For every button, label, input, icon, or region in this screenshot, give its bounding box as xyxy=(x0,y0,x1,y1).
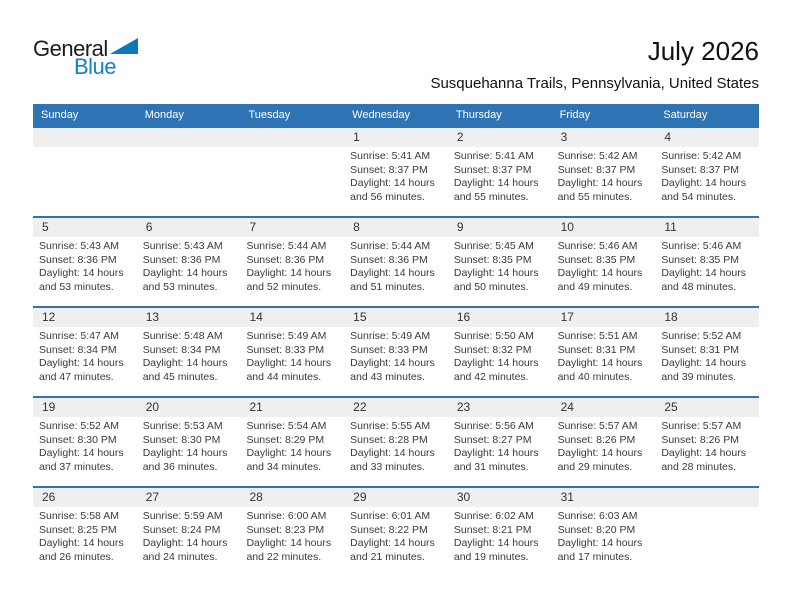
daylight-line-2: and 48 minutes. xyxy=(661,280,737,293)
sunset-line: Sunset: 8:28 PM xyxy=(350,433,428,446)
daylight-line-2: and 53 minutes. xyxy=(142,280,218,293)
sunrise-line: Sunrise: 5:52 AM xyxy=(39,420,119,432)
day-cell-13 xyxy=(137,308,241,396)
day-number: 27 xyxy=(137,488,241,507)
sunrise-line: Sunrise: 5:50 AM xyxy=(453,330,534,342)
day-cell-empty xyxy=(655,488,759,576)
sunset-line: Sunset: 8:37 PM xyxy=(557,163,636,176)
day-details xyxy=(448,327,552,384)
daylight-line-1: Daylight: 14 hours xyxy=(350,357,435,369)
day-details xyxy=(33,507,137,564)
daylight-line-1: Daylight: 14 hours xyxy=(350,447,435,459)
day-details xyxy=(240,147,344,150)
daylight-line-2: and 36 minutes. xyxy=(142,460,218,473)
daylight-line-2: and 55 minutes. xyxy=(453,190,529,203)
sunrise-line: Sunrise: 5:51 AM xyxy=(557,330,638,342)
day-details xyxy=(240,237,344,294)
daylight-line-2: and 43 minutes. xyxy=(350,370,425,383)
daylight-line-1: Daylight: 14 hours xyxy=(453,537,539,549)
daylight-line-2: and 19 minutes. xyxy=(453,550,529,563)
sunrise-line: Sunrise: 5:55 AM xyxy=(350,420,431,432)
day-cell-empty xyxy=(240,128,344,216)
day-cell-7 xyxy=(240,218,344,306)
sunrise-line: Sunrise: 6:02 AM xyxy=(453,510,534,522)
day-cell-18 xyxy=(655,308,759,396)
sunrise-line: Sunrise: 5:43 AM xyxy=(142,240,223,252)
day-number: 6 xyxy=(137,218,241,237)
sunrise-line: Sunrise: 5:44 AM xyxy=(350,240,431,252)
day-details xyxy=(137,507,241,564)
day-cell-29 xyxy=(344,488,448,576)
daylight-line-1: Daylight: 14 hours xyxy=(661,447,746,459)
sunrise-line: Sunrise: 5:42 AM xyxy=(661,150,742,162)
sunrise-line: Sunrise: 5:46 AM xyxy=(557,240,638,252)
daylight-line-1: Daylight: 14 hours xyxy=(246,357,332,369)
day-details xyxy=(240,327,344,384)
daylight-line-2: and 52 minutes. xyxy=(246,280,322,293)
calendar-table xyxy=(33,104,759,576)
daylight-line-2: and 34 minutes. xyxy=(246,460,322,473)
sunrise-line: Sunrise: 5:57 AM xyxy=(661,420,742,432)
sunset-line: Sunset: 8:35 PM xyxy=(661,253,739,266)
daylight-line-1: Daylight: 14 hours xyxy=(453,177,539,189)
day-number: 7 xyxy=(240,218,344,237)
day-cell-26 xyxy=(33,488,137,576)
day-cell-5 xyxy=(33,218,137,306)
sunrise-line: Sunrise: 5:41 AM xyxy=(350,150,431,162)
day-cell-27 xyxy=(137,488,241,576)
weekday-header-thursday: Thursday xyxy=(455,109,502,121)
sunset-line: Sunset: 8:33 PM xyxy=(350,343,428,356)
day-number: 26 xyxy=(33,488,137,507)
day-details xyxy=(655,507,759,510)
day-number: 2 xyxy=(448,128,552,147)
sunset-line: Sunset: 8:34 PM xyxy=(39,343,117,356)
day-number: 22 xyxy=(344,398,448,417)
daylight-line-1: Daylight: 14 hours xyxy=(557,177,643,189)
daylight-line-1: Daylight: 14 hours xyxy=(39,357,124,369)
day-details xyxy=(552,327,656,384)
daylight-line-1: Daylight: 14 hours xyxy=(39,537,124,549)
sunset-line: Sunset: 8:30 PM xyxy=(142,433,221,446)
day-number: 5 xyxy=(33,218,137,237)
daylight-line-1: Daylight: 14 hours xyxy=(557,267,643,279)
daylight-line-2: and 51 minutes. xyxy=(350,280,425,293)
day-number: 10 xyxy=(552,218,656,237)
day-cell-23 xyxy=(448,398,552,486)
daylight-line-2: and 31 minutes. xyxy=(453,460,529,473)
daylight-line-1: Daylight: 14 hours xyxy=(557,447,643,459)
daylight-line-2: and 49 minutes. xyxy=(557,280,633,293)
daylight-line-2: and 21 minutes. xyxy=(350,550,425,563)
week-row xyxy=(33,306,759,396)
day-cell-10 xyxy=(552,218,656,306)
sunrise-line: Sunrise: 5:49 AM xyxy=(246,330,327,342)
sunrise-line: Sunrise: 5:52 AM xyxy=(661,330,742,342)
day-details xyxy=(655,327,759,384)
sunrise-line: Sunrise: 5:58 AM xyxy=(39,510,119,522)
day-number: 17 xyxy=(552,308,656,327)
day-number: 30 xyxy=(448,488,552,507)
week-row xyxy=(33,126,759,216)
daylight-line-2: and 24 minutes. xyxy=(142,550,218,563)
sunset-line: Sunset: 8:35 PM xyxy=(453,253,532,266)
day-details xyxy=(655,237,759,294)
day-cell-11 xyxy=(655,218,759,306)
sunset-line: Sunset: 8:27 PM xyxy=(453,433,532,446)
daylight-line-2: and 29 minutes. xyxy=(557,460,633,473)
daylight-line-1: Daylight: 14 hours xyxy=(453,267,539,279)
daylight-line-1: Daylight: 14 hours xyxy=(557,537,643,549)
daylight-line-1: Daylight: 14 hours xyxy=(661,267,746,279)
day-cell-3 xyxy=(552,128,656,216)
day-cell-4 xyxy=(655,128,759,216)
sunset-line: Sunset: 8:35 PM xyxy=(557,253,636,266)
daylight-line-1: Daylight: 14 hours xyxy=(39,447,124,459)
day-number: 11 xyxy=(655,218,759,237)
day-details xyxy=(137,237,241,294)
daylight-line-1: Daylight: 14 hours xyxy=(246,267,332,279)
day-number: 8 xyxy=(344,218,448,237)
day-number: 25 xyxy=(655,398,759,417)
weekday-header-friday: Friday xyxy=(559,109,591,121)
day-number: 16 xyxy=(448,308,552,327)
day-number: 28 xyxy=(240,488,344,507)
sunrise-line: Sunrise: 5:45 AM xyxy=(453,240,534,252)
day-details xyxy=(33,147,137,150)
daylight-line-2: and 47 minutes. xyxy=(39,370,114,383)
daylight-line-1: Daylight: 14 hours xyxy=(557,357,643,369)
day-details xyxy=(655,147,759,204)
day-cell-20 xyxy=(137,398,241,486)
weekday-header-monday: Monday xyxy=(144,109,184,121)
day-details xyxy=(240,507,344,564)
sunrise-line: Sunrise: 5:59 AM xyxy=(142,510,223,522)
day-number: 31 xyxy=(552,488,656,507)
daylight-line-1: Daylight: 14 hours xyxy=(142,447,228,459)
sunset-line: Sunset: 8:31 PM xyxy=(557,343,636,356)
day-details xyxy=(33,327,137,384)
sunset-line: Sunset: 8:36 PM xyxy=(142,253,221,266)
sunset-line: Sunset: 8:26 PM xyxy=(557,433,636,446)
daylight-line-1: Daylight: 14 hours xyxy=(142,537,228,549)
day-number: 14 xyxy=(240,308,344,327)
day-details xyxy=(448,147,552,204)
day-details xyxy=(137,417,241,474)
sunrise-line: Sunrise: 5:49 AM xyxy=(350,330,431,342)
day-number: 18 xyxy=(655,308,759,327)
day-number: 21 xyxy=(240,398,344,417)
day-number: 9 xyxy=(448,218,552,237)
sunrise-line: Sunrise: 5:57 AM xyxy=(557,420,638,432)
daylight-line-2: and 17 minutes. xyxy=(557,550,633,563)
day-details xyxy=(552,147,656,204)
sunset-line: Sunset: 8:23 PM xyxy=(246,523,325,536)
daylight-line-2: and 50 minutes. xyxy=(453,280,529,293)
day-cell-15 xyxy=(344,308,448,396)
daylight-line-1: Daylight: 14 hours xyxy=(453,447,539,459)
sunset-line: Sunset: 8:32 PM xyxy=(453,343,532,356)
day-cell-22 xyxy=(344,398,448,486)
day-cell-16 xyxy=(448,308,552,396)
day-cell-14 xyxy=(240,308,344,396)
day-details xyxy=(448,417,552,474)
location-subtitle: Susquehanna Trails, Pennsylvania, United States xyxy=(430,75,759,92)
daylight-line-2: and 28 minutes. xyxy=(661,460,737,473)
weekday-header-tuesday: Tuesday xyxy=(248,109,291,121)
day-details xyxy=(552,507,656,564)
logo-text-blue: Blue xyxy=(74,54,117,79)
sunset-line: Sunset: 8:21 PM xyxy=(453,523,532,536)
daylight-line-1: Daylight: 14 hours xyxy=(39,267,124,279)
day-cell-empty xyxy=(137,128,241,216)
day-details xyxy=(137,147,241,150)
daylight-line-2: and 56 minutes. xyxy=(350,190,425,203)
sunrise-line: Sunrise: 5:44 AM xyxy=(246,240,327,252)
day-details xyxy=(33,237,137,294)
day-cell-28 xyxy=(240,488,344,576)
daylight-line-2: and 22 minutes. xyxy=(246,550,322,563)
week-row xyxy=(33,216,759,306)
daylight-line-2: and 54 minutes. xyxy=(661,190,737,203)
weekday-header-sunday: Sunday xyxy=(41,109,79,121)
daylight-line-2: and 55 minutes. xyxy=(557,190,633,203)
day-details xyxy=(344,327,448,384)
sunset-line: Sunset: 8:29 PM xyxy=(246,433,325,446)
day-cell-24 xyxy=(552,398,656,486)
day-details xyxy=(552,237,656,294)
daylight-line-2: and 26 minutes. xyxy=(39,550,114,563)
day-cell-6 xyxy=(137,218,241,306)
daylight-line-2: and 42 minutes. xyxy=(453,370,529,383)
daylight-line-1: Daylight: 14 hours xyxy=(246,447,332,459)
daylight-line-1: Daylight: 14 hours xyxy=(142,357,228,369)
day-number: 13 xyxy=(137,308,241,327)
sunrise-line: Sunrise: 5:41 AM xyxy=(453,150,534,162)
sunrise-line: Sunrise: 5:43 AM xyxy=(39,240,119,252)
sunset-line: Sunset: 8:24 PM xyxy=(142,523,221,536)
weekday-header-saturday: Saturday xyxy=(663,109,708,121)
day-cell-30 xyxy=(448,488,552,576)
day-number: 3 xyxy=(552,128,656,147)
day-number: 23 xyxy=(448,398,552,417)
weekday-header-wednesday: Wednesday xyxy=(352,109,411,121)
day-cell-1 xyxy=(344,128,448,216)
day-cell-31 xyxy=(552,488,656,576)
day-details xyxy=(552,417,656,474)
daylight-line-1: Daylight: 14 hours xyxy=(246,537,332,549)
day-cell-12 xyxy=(33,308,137,396)
daylight-line-2: and 39 minutes. xyxy=(661,370,737,383)
day-cell-21 xyxy=(240,398,344,486)
general-blue-logo xyxy=(33,36,138,80)
sunrise-line: Sunrise: 5:42 AM xyxy=(557,150,638,162)
sunrise-line: Sunrise: 6:00 AM xyxy=(246,510,327,522)
day-number: 15 xyxy=(344,308,448,327)
sunset-line: Sunset: 8:33 PM xyxy=(246,343,325,356)
daylight-line-1: Daylight: 14 hours xyxy=(142,267,228,279)
day-number: 4 xyxy=(655,128,759,147)
sunrise-line: Sunrise: 5:46 AM xyxy=(661,240,742,252)
daylight-line-1: Daylight: 14 hours xyxy=(350,267,435,279)
daylight-line-1: Daylight: 14 hours xyxy=(661,357,746,369)
sunset-line: Sunset: 8:37 PM xyxy=(350,163,428,176)
day-number xyxy=(240,128,344,147)
sunset-line: Sunset: 8:34 PM xyxy=(142,343,221,356)
day-details xyxy=(448,507,552,564)
day-details xyxy=(33,417,137,474)
sunset-line: Sunset: 8:26 PM xyxy=(661,433,739,446)
day-cell-empty xyxy=(33,128,137,216)
week-row xyxy=(33,486,759,576)
sunset-line: Sunset: 8:37 PM xyxy=(453,163,532,176)
sunset-line: Sunset: 8:30 PM xyxy=(39,433,117,446)
day-cell-17 xyxy=(552,308,656,396)
sunrise-line: Sunrise: 6:03 AM xyxy=(557,510,638,522)
sunset-line: Sunset: 8:25 PM xyxy=(39,523,117,536)
sunrise-line: Sunrise: 5:54 AM xyxy=(246,420,327,432)
daylight-line-2: and 37 minutes. xyxy=(39,460,114,473)
sunrise-line: Sunrise: 5:56 AM xyxy=(453,420,534,432)
sunrise-line: Sunrise: 6:01 AM xyxy=(350,510,431,522)
day-details xyxy=(344,147,448,204)
day-cell-8 xyxy=(344,218,448,306)
day-number xyxy=(137,128,241,147)
sunset-line: Sunset: 8:22 PM xyxy=(350,523,428,536)
sunset-line: Sunset: 8:36 PM xyxy=(39,253,117,266)
sunrise-line: Sunrise: 5:53 AM xyxy=(142,420,223,432)
day-cell-19 xyxy=(33,398,137,486)
day-number: 1 xyxy=(344,128,448,147)
day-number: 29 xyxy=(344,488,448,507)
day-details xyxy=(344,507,448,564)
daylight-line-2: and 45 minutes. xyxy=(142,370,218,383)
sunset-line: Sunset: 8:36 PM xyxy=(350,253,428,266)
day-details xyxy=(344,417,448,474)
daylight-line-2: and 40 minutes. xyxy=(557,370,633,383)
sunset-line: Sunset: 8:36 PM xyxy=(246,253,325,266)
sunrise-line: Sunrise: 5:48 AM xyxy=(142,330,223,342)
week-row xyxy=(33,396,759,486)
day-number: 20 xyxy=(137,398,241,417)
day-number: 24 xyxy=(552,398,656,417)
sunrise-line: Sunrise: 5:47 AM xyxy=(39,330,119,342)
day-details xyxy=(448,237,552,294)
calendar-grid xyxy=(33,126,759,576)
day-details xyxy=(344,237,448,294)
daylight-line-1: Daylight: 14 hours xyxy=(350,177,435,189)
day-number: 19 xyxy=(33,398,137,417)
sunset-line: Sunset: 8:31 PM xyxy=(661,343,739,356)
page-title: July 2026 xyxy=(647,36,759,66)
logo-text-general: General xyxy=(33,36,108,61)
daylight-line-1: Daylight: 14 hours xyxy=(350,537,435,549)
day-number xyxy=(655,488,759,507)
daylight-line-1: Daylight: 14 hours xyxy=(453,357,539,369)
day-details xyxy=(137,327,241,384)
day-number xyxy=(33,128,137,147)
day-cell-25 xyxy=(655,398,759,486)
weekday-header-row xyxy=(33,104,759,126)
day-details xyxy=(240,417,344,474)
day-number: 12 xyxy=(33,308,137,327)
calendar-header xyxy=(430,36,759,92)
day-cell-2 xyxy=(448,128,552,216)
day-cell-9 xyxy=(448,218,552,306)
sunset-line: Sunset: 8:20 PM xyxy=(557,523,636,536)
daylight-line-1: Daylight: 14 hours xyxy=(661,177,746,189)
daylight-line-2: and 53 minutes. xyxy=(39,280,114,293)
daylight-line-2: and 44 minutes. xyxy=(246,370,322,383)
sunset-line: Sunset: 8:37 PM xyxy=(661,163,739,176)
daylight-line-2: and 33 minutes. xyxy=(350,460,425,473)
day-details xyxy=(655,417,759,474)
